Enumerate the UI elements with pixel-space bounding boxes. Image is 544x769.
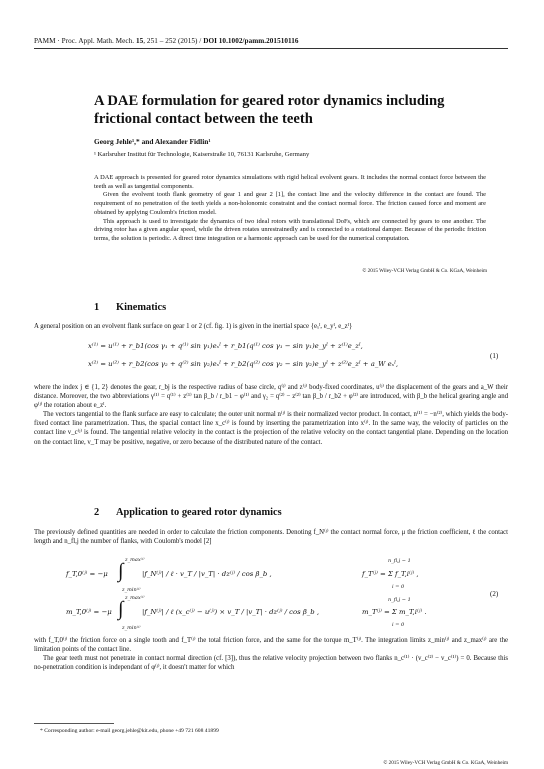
equation-2-torque-lhs: m_T,0⁽ʲ⁾ = −μ [66, 608, 112, 616]
sum-lower-limit: i = 0 [392, 622, 405, 628]
intro-text: A general position on an evolvent flank surface on gear 1 or 2 (cf. fig. 1) is given in the inertial space {eₓᴵ, e_yᴵ, e_zᴵ} [34, 323, 353, 330]
running-header [34, 37, 299, 45]
integral-upper-limit: z_max⁽ʲ⁾ [125, 557, 145, 563]
abstract-paragraph: A DAE approach is presented for geared rotor dynamics simulations with rigid helical evolvent gears. It includes the normal contact force between the teeth as well as tangential components. [94, 174, 486, 190]
paragraph: The gear teeth must not penetrate in contact normal direction (cf. [3]), thus the relative velocity projection between two flanks n_c⁽¹⁾ · (v_c⁽²⁾ − v_c⁽¹⁾) = 0. Because this no-penetration condition is independant of φ⁽ʲ⁾, it doesn't matter for which [34, 655, 508, 672]
section-title: Kinematics [116, 302, 167, 313]
abstract-copyright: © 2015 Wiley-VCH Verlag GmbH & Co. KGaA, Weinheim [362, 268, 487, 274]
abstract-paragraph: This approach is used to investigate the dynamics of two ideal rotors with translational DoFs, which are connected by gears to one another. The driving rotor has a given angular speed, while the driven rotates unrestrainedly and is connected to a rotational damper. Because of the periodic friction terms, the solution is periodic. A direct time integration or a harmonic approach can be used for the numerical computation. [94, 217, 486, 242]
footnote: * Corresponding author: e-mail georg.jehle@kit.edu, phone +49 721 608 41899 [40, 728, 219, 734]
sum-upper-limit: n_fl,j − 1 [388, 558, 411, 564]
equation-2-force-sum: f_T⁽ʲ⁾ = Σ f_T,i⁽ʲ⁾ , [362, 570, 419, 578]
paragraph: The previously defined quantities are needed in order to calculate the friction components. Denoting f_N⁽ʲ⁾ the contact normal force, μ the friction coefficient, ℓ the contact length and n_fl,j the number of flanks, with Coulomb's model [2] [34, 529, 508, 546]
equation-2-force-lhs: f_T,0⁽ʲ⁾ = −μ [66, 570, 108, 578]
section-heading-kinematics [94, 302, 166, 313]
section-heading-application [94, 507, 282, 518]
footer-copyright: © 2015 Wiley-VCH Verlag GmbH & Co. KGaA, Weinheim [383, 760, 508, 766]
section-number: 2 [94, 507, 100, 518]
equation-number-2: (2) [490, 590, 499, 598]
section-number: 1 [94, 302, 100, 313]
pages-year: , 251 – 252 (2015) / [143, 37, 202, 45]
section1-body [34, 383, 508, 447]
integral-upper-limit: z_max⁽ʲ⁾ [125, 595, 145, 601]
abstract-paragraph: Given the evolvent tooth flank geometry of gear 1 and gear 2 [1], the contact line and the velocity difference in the contact are found. The requirement of no penetration of the teeth yields a non-holonomic constraint and the contact normal force. The friction caused force and moment are obtained by applying Coulomb's friction model. [94, 191, 486, 216]
paper-title: A DAE formulation for geared rotor dynamics including frictional contact between the teeth [94, 93, 445, 127]
integral-lower-limit: z_min⁽ʲ⁾ [122, 625, 141, 631]
section2-intro [34, 528, 508, 546]
integral-lower-limit: z_min⁽ʲ⁾ [122, 587, 141, 593]
equation-2-torque-sum: m_T⁽ʲ⁾ = Σ m_T,i⁽ʲ⁾ . [362, 608, 427, 616]
footnote-rule [34, 723, 114, 724]
journal-name: PAMM · Proc. Appl. Math. Mech. [34, 37, 135, 45]
integral-sign: ∫ [118, 560, 124, 582]
equation-number-1: (1) [490, 352, 499, 360]
equation-2-torque-rhs: |f_N⁽ʲ⁾| / ℓ (x_c⁽ʲ⁾ − u⁽ʲ⁾) × v_T / |v_T| · dz⁽ʲ⁾ / cos β_b , [142, 608, 320, 616]
author-list: Georg Jehle¹,* and Alexander Fidlin¹ [94, 137, 211, 146]
equation-1-line1: x⁽¹⁾ = u⁽¹⁾ + r_b1(cos γ₁ + q⁽¹⁾ sin γ₁)eₓᴵ + r_b1(q⁽¹⁾ cos γ₁ − sin γ₁)e_yᴵ + z⁽¹⁾e_zᴵ, [88, 342, 363, 350]
section1-intro [34, 322, 508, 331]
volume-number: 15 [135, 37, 144, 45]
paragraph: with f_T,0⁽ʲ⁾ the friction force on a single tooth and f_T⁽ʲ⁾ the total friction force, and the same for the torque m_T⁽ʲ⁾. The integration limits z_min⁽ʲ⁾ and z_max⁽ʲ⁾ are the limitation points of the contact line. [34, 637, 508, 654]
section2-body [34, 636, 508, 672]
paragraph: where the index j ∈ {1, 2} denotes the gear, r_bj is the respective radius of base circle, q⁽ʲ⁾ and z⁽ʲ⁾ body-fixed coordinates, u⁽ʲ⁾ the displacement of the gears and a_W their distance. Moreover, the two abbreviations γ⁽¹⁾ = q⁽¹⁾ + z⁽¹⁾ tan β_b / r_b1 − φ⁽¹⁾ and γ₂ = q⁽²⁾ − z⁽²⁾ tan β_b / r_b2 + φ⁽²⁾ are introduced, with β_b the helical gearing angle and φ⁽ʲ⁾ the rotation about e_zᴵ. [34, 384, 508, 410]
header-rule [34, 48, 508, 49]
integral-sign: ∫ [118, 598, 124, 620]
doi: DOI 10.1002/pamm.201510116 [203, 37, 299, 45]
equation-1-line2: x⁽²⁾ = u⁽²⁾ + r_b2(cos γ₂ + q⁽²⁾ sin γ₂)eₓᴵ + r_b2(q⁽²⁾ cos γ₂ − sin γ₂)e_yᴵ + z⁽²⁾e_zᴵ + a_W eₓᴵ, [88, 360, 399, 368]
sum-lower-limit: i = 0 [392, 584, 405, 590]
equation-2-force-rhs: |f_N⁽ʲ⁾| / ℓ · v_T / |v_T| · dz⁽ʲ⁾ / cos β_b , [142, 570, 272, 578]
paragraph: The vectors tangential to the flank surface are easy to calculate; the outer unit normal n⁽ʲ⁾ is their normalized vector product. In contact, n⁽¹⁾ = −n⁽²⁾, which yields the body-fixed contact line parametrization. Thus, the spacial contact line x_c⁽ʲ⁾ is found by inserting the parametrization into x⁽ʲ⁾. In the same way, the velocity of particles on the contact line v_c⁽ʲ⁾ is found. The tangential relative velocity in the contact is the projection of the relative velocity on the contact tangential plane. Depending on the location on the contact line, v_T may be positive, negative, or zero because of the distributed nature of the contact. [34, 411, 508, 446]
section-title: Application to geared rotor dynamics [116, 507, 282, 518]
abstract [94, 174, 486, 244]
affiliation: ¹ Karlsruher Institut für Technologie, Kaiserstraße 10, 76131 Karlsruhe, Germany [94, 151, 310, 158]
sum-upper-limit: n_fl,j − 1 [388, 597, 411, 603]
